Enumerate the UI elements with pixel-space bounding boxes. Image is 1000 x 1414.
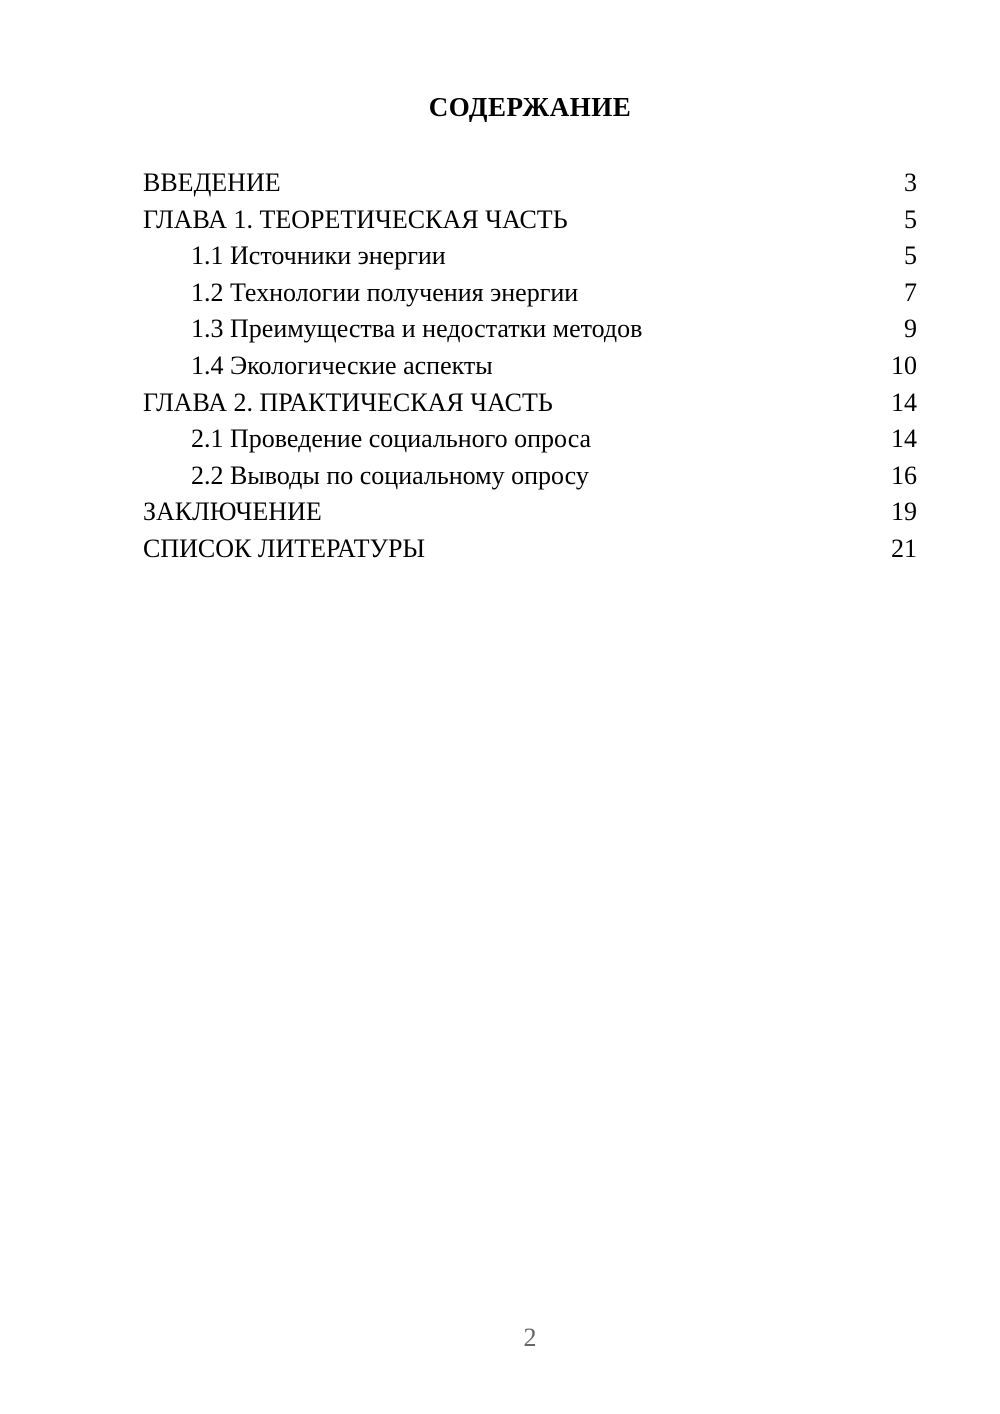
toc-entry-label: 1.3 Преимущества и недостатки методов	[191, 314, 643, 344]
footer-page-number: 2	[523, 1323, 537, 1352]
toc-entry	[143, 348, 917, 385]
toc-entry-page-number: 7	[904, 277, 917, 307]
toc-entry-label: ВВЕДЕНИЕ	[143, 168, 281, 197]
toc-entry	[143, 275, 917, 312]
table-of-contents	[143, 165, 917, 568]
toc-entry-page-number: 16	[891, 460, 917, 490]
toc-entry-page-number: 14	[891, 387, 917, 417]
toc-entry-page-number: 5	[904, 204, 917, 234]
toc-entry-label: 1.1 Источники энергии	[191, 241, 446, 271]
toc-entry-label: ГЛАВА 1. ТЕОРЕТИЧЕСКАЯ ЧАСТЬ	[143, 204, 568, 234]
toc-entry-label: 2.2 Выводы по социальному опросу	[191, 460, 589, 490]
toc-entry-label: 1.4 Экологические аспекты	[191, 350, 493, 380]
toc-entry-page-number: 5	[904, 241, 917, 271]
toc-entry	[143, 421, 917, 458]
toc-entry	[143, 458, 917, 495]
toc-entry-page-number: 21	[891, 533, 917, 563]
toc-entry-label: ЗАКЛЮЧЕНИЕ	[143, 497, 322, 527]
toc-entry-label: 1.2 Технологии получения энергии	[191, 277, 579, 307]
toc-entry	[143, 385, 917, 422]
toc-entry-page-number: 9	[904, 314, 917, 344]
toc-entry-label: 2.1 Проведение социального опроса	[191, 424, 592, 454]
toc-entry-page-number: 19	[891, 497, 917, 527]
toc-entry	[143, 165, 917, 202]
toc-entry	[143, 494, 917, 531]
toc-entry-label: ГЛАВА 2. ПРАКТИЧЕСКАЯ ЧАСТЬ	[143, 387, 553, 417]
page-content	[143, 0, 917, 568]
toc-entry	[143, 202, 917, 239]
page-title: СОДЕРЖАНИЕ	[428, 92, 632, 122]
toc-entry-page-number: 10	[891, 350, 917, 380]
toc-entry	[143, 311, 917, 348]
toc-entry-label: СПИСОК ЛИТЕРАТУРЫ	[143, 533, 426, 563]
toc-entry	[143, 238, 917, 275]
toc-entry-page-number: 3	[904, 168, 917, 197]
toc-entry-page-number: 14	[891, 424, 917, 454]
toc-entry	[143, 531, 917, 568]
